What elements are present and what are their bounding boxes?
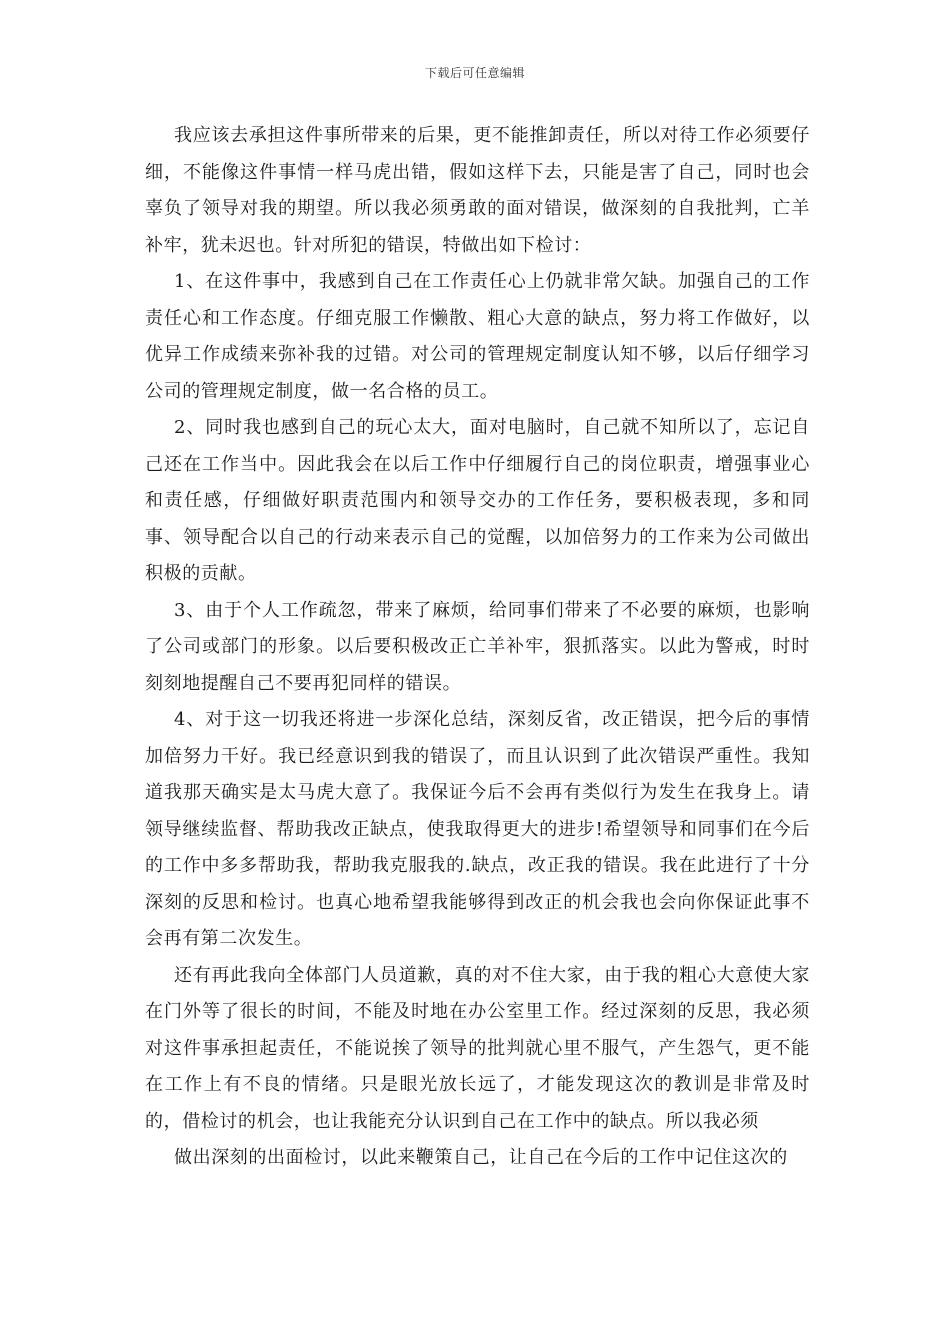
page-header: 下载后可任意编辑 xyxy=(424,66,525,80)
paragraph-point-2: 2、同时我也感到自己的玩心太大，面对电脑时，自己就不知所以了，忘记自己还在工作当中。因此我会在以后工作中仔细履行自己的岗位职责，增强事业心和责任感，仔细做好职责范围内和领导交办的工作任务，要积极表现，多和同事、领导配合以自己的行动来表示自己的觉醒，以加倍努力的工作来为公司做出积极的贡献。 xyxy=(145,417,810,584)
paragraph-point-3: 3、由于个人工作疏忽，带来了麻烦，给同事们带来了不必要的麻烦，也影响了公司或部门的形象。以后要积极改正亡羊补牢，狠抓落实。以此为警戒，时时刻刻地提醒自己不要再犯同样的错误。 xyxy=(145,599,810,694)
paragraph-apology: 还有再此我向全体部门人员道歉，真的对不住大家，由于我的粗心大意使大家在门外等了很长的时间，不能及时地在办公室里工作。经过深刻的反思，我必须对这件事承担起责任，不能说挨了领导的批判就心里不服气，产生怨气，更不能在工作上有不良的情绪。只是眼光放长远了，才能发现这次的教训是非常及时的，借检讨的机会，也让我能充分认识到自己在工作中的缺点。所以我必须 xyxy=(145,964,810,1132)
paragraph-intro: 我应该去承担这件事所带来的后果，更不能推卸责任，所以对待工作必须要仔细，不能像这件事情一样马虎出错，假如这样下去，只能是害了自己，同时也会辜负了领导对我的期望。所以我必须勇敢的面对错误，做深刻的自我批判，亡羊补牢，犹未迟也。针对所犯的错误，特做出如下检讨： xyxy=(145,125,810,256)
paragraph-point-1: 1、在这件事中，我感到自己在工作责任心上仍就非常欠缺。加强自己的工作责任心和工作态度。仔细克服工作懒散、粗心大意的缺点，努力将工作做好，以优异工作成绩来弥补我的过错。对公司的管理规定制度认知不够，以后仔细学习公司的管理规定制度，做一名合格的员工。 xyxy=(145,271,810,402)
paragraph-continuation: 做出深刻的出面检讨，以此来鞭策自己，让自己在今后的工作中记住这次的 xyxy=(174,1147,788,1168)
paragraph-point-4: 4、对于这一切我还将进一步深化总结，深刻反省，改正错误，把今后的事情加倍努力干好。我已经意识到我的错误了，而且认识到了此次错误严重性。我知道我那天确实是太马虎大意了。我保证今后不会再有类似行为发生在我身上。请领导继续监督、帮助我改正缺点，使我取得更大的进步!希望领导和同事们在今后的工作中多多帮助我，帮助我克服我的.缺点，改正我的错误。我在此进行了十分深刻的反思和检讨。也真心地希望我能够得到改正的机会我也会向你保证此事不会再有第二次发生。 xyxy=(145,709,810,949)
document-body xyxy=(145,118,810,1177)
